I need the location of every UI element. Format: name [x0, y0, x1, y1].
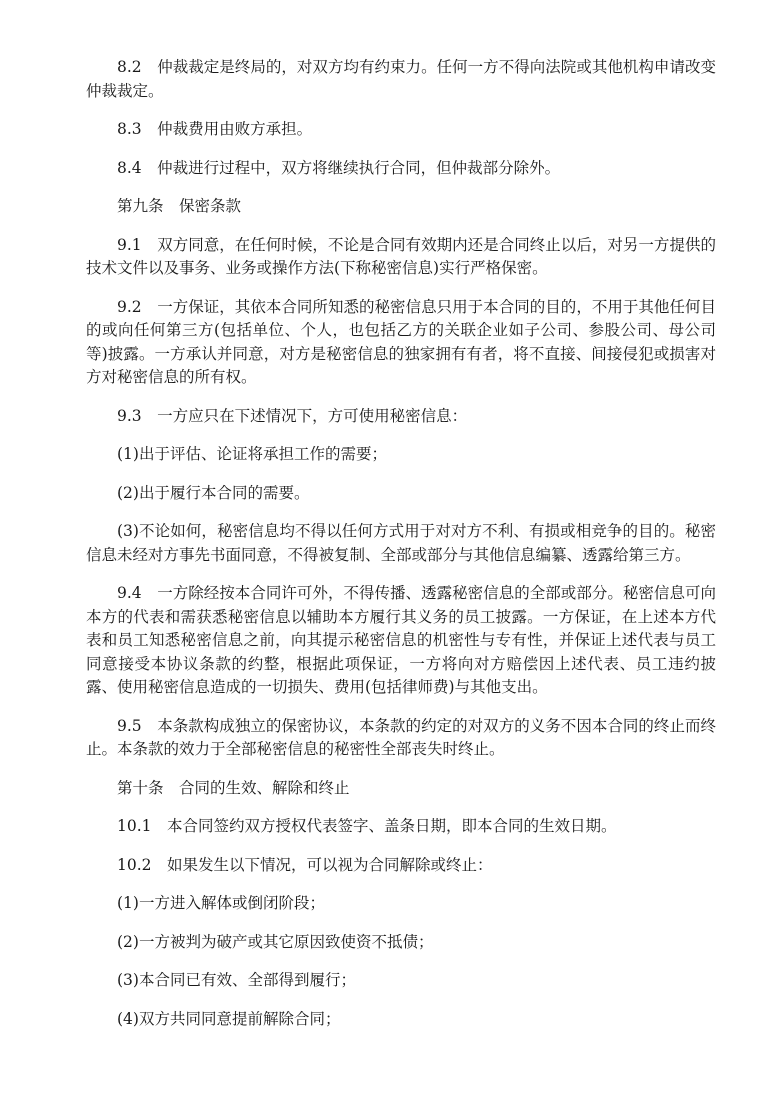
clause-10-2-item-2: (2)一方被判为破产或其它原因致使资不抵债；: [117, 932, 434, 951]
clause-10-1: 10.1 本合同签约双方授权代表签字、盖条日期，即本合同的生效日期。: [117, 817, 617, 835]
clause-9-3: 9.3 一方应只在下述情况下，方可使用秘密信息：: [117, 406, 468, 425]
clause-8-3: 8.3 仲裁费用由败方承担。: [117, 120, 313, 138]
clause-10-2-item-1: (1)一方进入解体或倒闭阶段；: [117, 894, 325, 912]
clause-9-1: 9.1 双方同意，在任何时候，不论是合同有效期内还是合同终止以后，对另一方提供的技术文件以及事务、业务或操作方法(下称秘密信息)实行严格保密。: [86, 235, 716, 277]
article-10-heading: 第十条 合同的生效、解除和终止: [117, 778, 350, 797]
clause-10-2-item-3: (3)本合同已有效、全部得到履行；: [117, 971, 356, 989]
clause-8-4: 8.4 仲裁进行过程中，双方将继续执行合同，但仲裁部分除外。: [117, 158, 561, 177]
document-body: [86, 56, 716, 1046]
clause-9-5: 9.5 本条款构成独立的保密协议，本条款的约定的对双方的义务不因本合同的终止而终止。本条款的效力于全部秘密信息的秘密性全部丧失时终止。: [86, 716, 716, 758]
clause-10-2: 10.2 如果发生以下情况，可以视为合同解除或终止：: [117, 855, 493, 874]
clause-10-2-item-4: (4)双方共同同意提前解除合同；: [117, 1009, 341, 1028]
clause-9-3-item-3: (3)不论如何，秘密信息均不得以任何方式用于对对方不利、有损或相竞争的目的。秘密信息未经对方事先书面同意，不得被复制、全部或部分与其他信息编纂、透露给第三方。: [86, 522, 716, 564]
clause-9-3-item-1: (1)出于评估、论证将承担工作的需要；: [117, 445, 387, 463]
clause-9-3-item-2: (2)出于履行本合同的需要。: [117, 483, 310, 502]
article-9-heading: 第九条 保密条款: [117, 197, 242, 215]
clause-9-4: 9.4 一方除经按本合同许可外，不得传播、透露秘密信息的全部或部分。秘密信息可向本方的代表和需获悉秘密信息以辅助本方履行其义务的员工披露。一方保证，在上述本方代表和员工知悉秘密信息之前，向其提示秘密信息的机密性与专有性，并保证上述代表与员工同意接受本协议条款的约整，根据此项保证，一方将向对方赔偿因上述代表、员工违约披露、使用秘密信息造成的一切损失、费用(包括律师费)与其他支出。: [86, 584, 716, 696]
clause-9-2: 9.2 一方保证，其依本合同所知悉的秘密信息只用于本合同的目的，不用于其他任何目的或向任何第三方(包括单位、个人，也包括乙方的关联企业如子公司、参股公司、母公司等)披露。一方承认并同意，对方是秘密信息的独家拥有有者，将不直接、间接侵犯或损害对方对秘密信息的所有权。: [86, 297, 716, 386]
clause-8-2: 8.2 仲裁裁定是终局的，对双方均有约束力。任何一方不得向法院或其他机构申请改变仲裁裁定。: [86, 58, 716, 100]
